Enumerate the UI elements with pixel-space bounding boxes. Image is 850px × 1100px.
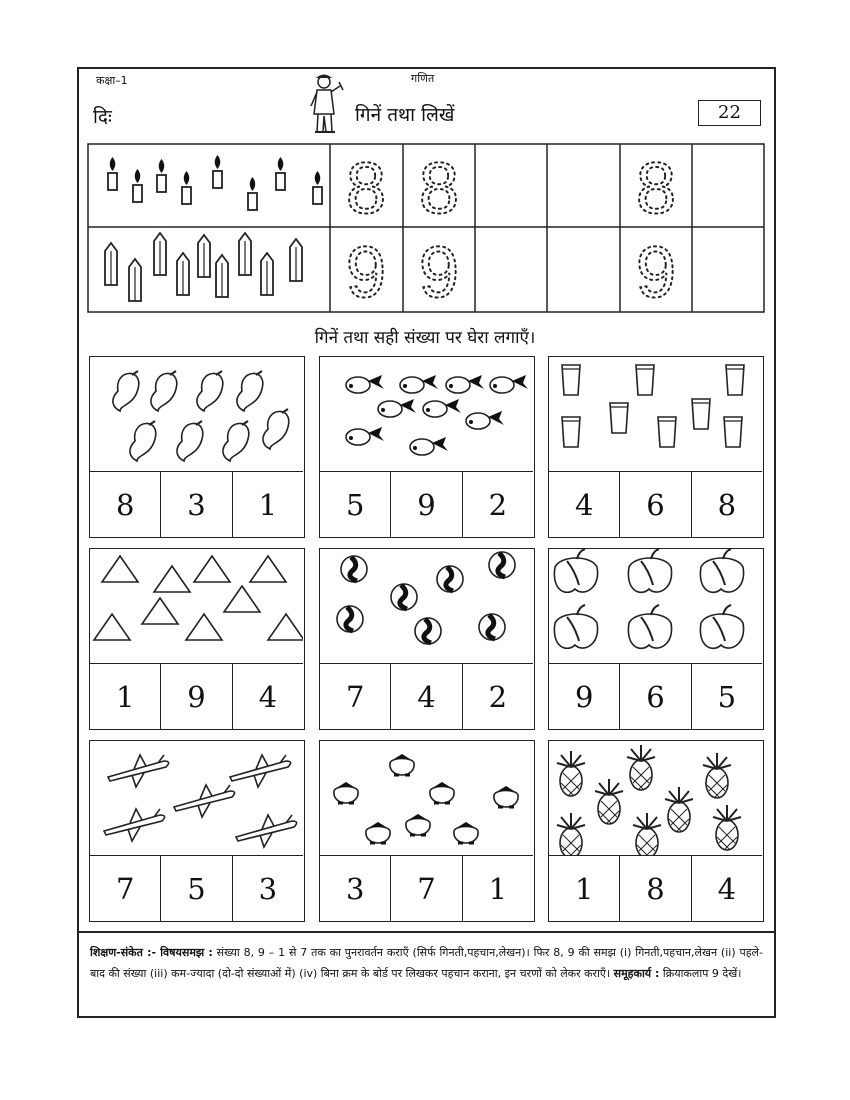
tomatoe-icon xyxy=(334,782,358,803)
pencils-picture xyxy=(105,233,302,301)
teaching-note-text: संख्या 8, 9 – 1 से 7 तक का पुनरावर्तन कराएँ (सिर्फ गिनती,पहचान,लेखन)। फिर 8, 9 की समझ (i) गिनती,पहचान,लेखन (ii) पहले-बाद की संख्या (iii) कम-ज्यादा (दो-दो संख्याओं में) (iv) बिना क्रम के बोर्ड पर लिखकर पहचान कराना, इन चरणों को लेकर कराएँ। xyxy=(90,946,763,980)
mangoe-icon xyxy=(263,409,289,449)
triangles-picture xyxy=(90,549,303,663)
answer-option[interactable]: 4 xyxy=(391,664,462,730)
answer-options xyxy=(549,663,762,730)
pineapple-icon xyxy=(557,813,585,855)
group-work-label: समूहकार्य : xyxy=(613,967,660,980)
answer-options xyxy=(90,471,303,538)
exercise-card xyxy=(319,548,535,730)
answer-option[interactable]: 4 xyxy=(717,872,737,906)
pencil-icon xyxy=(261,253,273,295)
airplane-icon xyxy=(230,755,291,787)
fish-icon xyxy=(410,437,448,455)
triangle-icon xyxy=(186,614,222,640)
dotted-digit-8: 8 xyxy=(345,149,387,229)
mangoes-picture xyxy=(90,357,303,471)
dotted-digit-8: 8 xyxy=(418,149,460,229)
answer-option[interactable]: 1 xyxy=(90,664,161,730)
glasses-picture xyxy=(549,357,762,471)
triangle-icon xyxy=(94,614,130,640)
glasse-icon xyxy=(562,365,580,395)
pineapple-icon xyxy=(627,745,655,790)
candles-picture xyxy=(108,155,322,210)
candle-icon xyxy=(157,159,166,192)
fish-icon xyxy=(346,375,384,393)
mangoe-icon xyxy=(237,371,263,411)
fish-icon xyxy=(423,399,461,417)
answer-option[interactable]: 8 xyxy=(717,488,737,522)
answer-option[interactable]: 7 xyxy=(391,856,462,922)
fish-icon xyxy=(446,375,484,393)
exercise-card xyxy=(548,740,764,922)
answer-option[interactable]: 8 xyxy=(90,472,161,538)
ball-icon xyxy=(415,618,441,644)
triangle-icon xyxy=(142,598,178,624)
pineapples-picture xyxy=(549,741,762,855)
answer-option[interactable]: 9 xyxy=(391,472,462,538)
balls-picture xyxy=(320,549,533,663)
fish-icon xyxy=(400,375,438,393)
answer-option[interactable]: 1 xyxy=(258,488,278,522)
class-label: कक्षा–1 xyxy=(96,74,128,87)
page-number: 22 xyxy=(698,100,761,126)
answer-option[interactable]: 2 xyxy=(488,680,508,714)
glasse-icon xyxy=(726,365,744,395)
teaching-note xyxy=(77,931,776,1018)
exercise-card xyxy=(89,548,305,730)
pineapple-icon xyxy=(703,753,731,798)
ball-icon xyxy=(391,584,417,610)
exercise-card xyxy=(89,356,305,538)
mangoe-icon xyxy=(113,371,139,411)
pineapple-icon xyxy=(633,813,661,855)
answer-options xyxy=(90,663,303,730)
ball-icon xyxy=(341,556,367,582)
group-work-text: क्रियाकलाप 9 देखें। xyxy=(659,967,742,980)
airplane-icon xyxy=(104,809,165,841)
glasse-icon xyxy=(562,417,580,447)
dotted-digit-8: 8 xyxy=(635,149,677,229)
tomatoe-icon xyxy=(454,822,478,843)
pencil-icon xyxy=(216,255,228,297)
answer-option[interactable]: 7 xyxy=(320,664,391,730)
tomatoe-icon xyxy=(430,782,454,803)
glasse-icon xyxy=(658,417,676,447)
exercise-card xyxy=(319,740,535,922)
pencil-icon xyxy=(290,239,302,281)
date-label: दिः xyxy=(93,106,112,128)
fish-picture xyxy=(320,357,533,471)
mangoe-icon xyxy=(197,371,223,411)
capsicum-icon xyxy=(554,605,597,648)
candle-icon xyxy=(108,157,117,190)
dotted-digit-9: 9 xyxy=(418,233,460,313)
fish-icon xyxy=(346,427,384,445)
glasse-icon xyxy=(692,399,710,429)
answer-option[interactable]: 5 xyxy=(320,472,391,538)
tracing-table xyxy=(87,143,765,313)
fish-icon xyxy=(466,411,504,429)
candle-icon xyxy=(313,171,322,204)
candle-icon xyxy=(276,157,285,190)
glasse-icon xyxy=(724,417,742,447)
pencil-icon xyxy=(198,235,210,277)
tomatoe-icon xyxy=(406,814,430,835)
airplane-icon xyxy=(236,815,297,847)
answer-option[interactable]: 1 xyxy=(488,872,508,906)
page-title: गिनें तथा लिखें xyxy=(355,104,455,126)
pineapple-icon xyxy=(595,779,623,824)
ball-icon xyxy=(337,606,363,632)
triangle-icon xyxy=(224,586,260,612)
tomatoe-icon xyxy=(494,786,518,807)
airplane-icon xyxy=(108,755,169,787)
pencil-icon xyxy=(105,243,117,285)
exercise-card xyxy=(89,740,305,922)
subject-label: गणित xyxy=(411,72,435,85)
answer-option[interactable]: 1 xyxy=(549,856,620,922)
triangle-icon xyxy=(102,556,138,582)
capsicum-icon xyxy=(554,549,597,592)
exercise-card xyxy=(548,356,764,538)
triangle-icon xyxy=(268,614,303,640)
fish-icon xyxy=(378,399,416,417)
answer-option[interactable]: 3 xyxy=(161,472,232,538)
mangoe-icon xyxy=(223,421,249,461)
answer-options xyxy=(320,855,533,922)
pineapple-icon xyxy=(665,787,693,832)
ball-icon xyxy=(489,552,515,578)
candle-icon xyxy=(182,171,191,204)
answer-option[interactable]: 8 xyxy=(620,856,691,922)
pineapple-icon xyxy=(557,751,585,796)
glasse-icon xyxy=(636,365,654,395)
capsicum-icon xyxy=(628,605,671,648)
answer-option[interactable]: 9 xyxy=(161,664,232,730)
mangoe-icon xyxy=(130,421,156,461)
candle-icon xyxy=(213,155,222,188)
answer-option[interactable]: 2 xyxy=(488,488,508,522)
pencil-icon xyxy=(154,233,166,275)
answer-option[interactable]: 5 xyxy=(717,680,737,714)
pencil-icon xyxy=(239,233,251,275)
candle-icon xyxy=(248,177,257,210)
answer-options xyxy=(320,471,533,538)
answer-option[interactable]: 4 xyxy=(258,680,278,714)
answer-options xyxy=(90,855,303,922)
mangoe-icon xyxy=(177,421,203,461)
capsicum-icon xyxy=(700,605,743,648)
capsicums-picture xyxy=(549,549,762,663)
fish-icon xyxy=(490,375,528,393)
capsicum-icon xyxy=(628,549,671,592)
tracing-grid xyxy=(87,143,765,313)
answer-option[interactable]: 6 xyxy=(620,664,691,730)
ball-icon xyxy=(437,566,463,592)
tomatoe-icon xyxy=(366,822,390,843)
answer-option[interactable]: 6 xyxy=(620,472,691,538)
answer-option[interactable]: 3 xyxy=(320,856,391,922)
tomatoe-icon xyxy=(390,754,414,775)
answer-option[interactable]: 5 xyxy=(161,856,232,922)
pencil-icon xyxy=(129,259,141,301)
dotted-digit-9: 9 xyxy=(345,233,387,313)
answer-option[interactable]: 3 xyxy=(258,872,278,906)
triangle-icon xyxy=(194,556,230,582)
answer-option[interactable]: 9 xyxy=(549,664,620,730)
pineapple-icon xyxy=(713,805,741,850)
answer-option[interactable]: 4 xyxy=(549,472,620,538)
answer-option[interactable]: 7 xyxy=(90,856,161,922)
dotted-digit-9: 9 xyxy=(635,233,677,313)
mangoe-icon xyxy=(151,371,177,411)
instruction-text: गिनें तथा सही संख्या पर घेरा लगाएँ। xyxy=(314,328,536,348)
glasse-icon xyxy=(610,403,628,433)
answer-options xyxy=(549,855,762,922)
exercise-card xyxy=(548,548,764,730)
ball-icon xyxy=(479,614,505,640)
airplanes-picture xyxy=(90,741,303,855)
answer-options xyxy=(320,663,533,730)
triangle-icon xyxy=(154,566,190,592)
airplane-icon xyxy=(174,785,235,817)
teaching-note-label: शिक्षण-संकेत :- विषयसमझ : xyxy=(90,946,213,959)
triangle-icon xyxy=(250,556,286,582)
capsicum-icon xyxy=(700,549,743,592)
pencil-icon xyxy=(177,253,189,295)
answer-options xyxy=(549,471,762,538)
exercise-card xyxy=(319,356,535,538)
tomatoes-picture xyxy=(320,741,533,855)
worker-illustration xyxy=(306,72,346,138)
candle-icon xyxy=(133,169,142,202)
